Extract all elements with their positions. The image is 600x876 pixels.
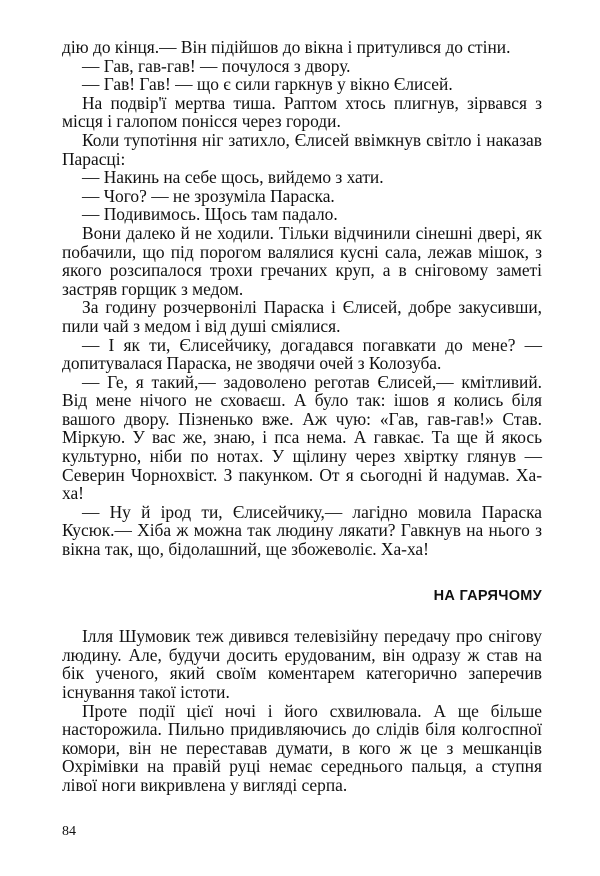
section-title: НА ГАРЯЧОМУ — [433, 587, 542, 604]
page-number: 84 — [62, 824, 76, 839]
paragraph: Ілля Шумовик теж дивився телевізійну передачу про снігову людину. Але, будучи досить ерудованим, він одразу ж став на бік ученого, який своїм коментарем категорично заперечив існування такої істоти. — [62, 626, 542, 702]
paragraph: дію до кінця.— Він підійшов до вікна і притулився до стіни. — [62, 37, 511, 57]
new-story — [62, 627, 542, 794]
paragraph: Вони далеко й не ходили. Тільки відчинили сінешні двері, як побачили, що під порогом валялися кусні сала, лежав мішок, з якого розсипалося трохи гречаних круп, а в сніговому заметі застряв горщик з медом. — [62, 222, 542, 299]
paragraph: — І як ти, Єлисейчику, догадався погавкати до мене? — допитувалася Параска, не зводячи очей з Колозуба. — [62, 334, 542, 374]
paragraph: — Ге, я такий,— задоволено реготав Єлисей,— кмітливий. Від мене нічого не сховаєш. А було так: ішов я колись біля вашого двору. Пізненько вже. Аж чую: «Гав, гав-гав!» Став. Міркую. У вас же, знаю, і пса нема. А гавкає. Та ще й якось культурно, ніби по нотах. У щілину через хвіртку глянув — Северин Чорнохвіст. З пакунком. От я сьогодні й надумав. Ха-ха! — [62, 371, 542, 504]
paragraph: — Гав! Гав! — що є сили гаркнув у вікно Єлисей. — [82, 74, 453, 95]
paragraph: — Подивимось. Щось там падало. — [82, 204, 338, 225]
paragraph: — Накинь на себе щось, вийдемо з хати. — [82, 167, 384, 188]
paragraph: — Чого? — не зрозуміла Параска. — [82, 185, 335, 206]
paragraph: Коли тупотіння ніг затихло, Єлисей ввімкнув світло і наказав Парасці: — [62, 129, 542, 169]
paragraph: За годину розчервонілі Параска і Єлисей, добре закусивши, пили чай з медом і від душі сміялися. — [62, 297, 542, 336]
text-body — [62, 38, 542, 795]
paragraph: На подвір'ї мертва тиша. Раптом хтось плигнув, зірвався з місця і галопом понісся через городи. — [62, 92, 542, 132]
paragraph: — Гав, гав-гав! — почулося з двору. — [82, 55, 351, 76]
story-continuation — [62, 38, 542, 559]
paragraph: — Ну й ірод ти, Єлисейчику,— лагідно мовила Параска Кусюк.— Хіба ж можна так людину лякати? Гавкнув на нього з вікна так, що, бідолашний, ще збожеволіє. Ха-ха! — [62, 501, 542, 560]
paragraph: Проте події цієї ночі і його схвилювала. А ще більше насторожила. Пильно придивляючись до слідів біля колгоспної комори, він не переставав думати, в кого ж це з мешканців Охрімівки на правій руці немає середнього пальця, а ступня лівої ноги викривлена у вигляді серпа. — [62, 700, 542, 795]
